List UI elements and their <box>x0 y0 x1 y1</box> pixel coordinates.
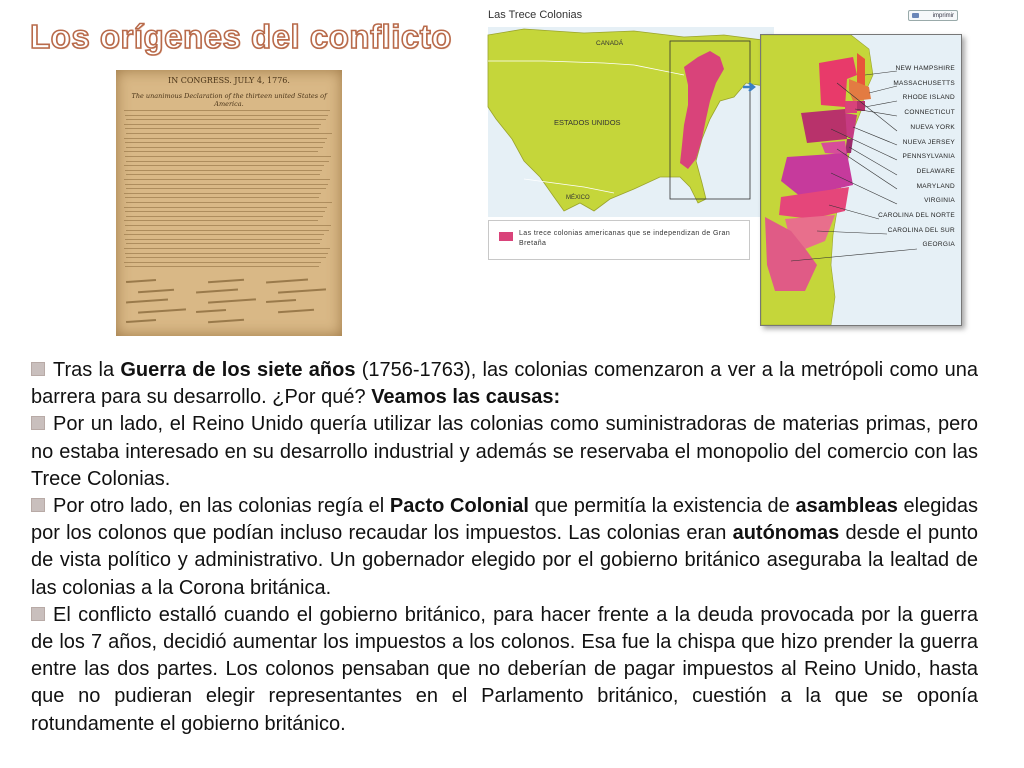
paragraph <box>31 602 978 738</box>
document-text-line <box>126 216 323 217</box>
document-text-line <box>125 225 331 226</box>
bullet-square-icon <box>31 416 45 430</box>
document-text-line <box>126 230 329 231</box>
paragraph-text: desde el punto de vista político y administrativo. Un gobernador elegido por el gobierno británico aseguraba la lealtad de las colonias a la Corona británica. <box>31 522 978 599</box>
signature-stroke <box>266 279 308 283</box>
colony-label: NEW HAMPSHIRE <box>895 65 955 72</box>
signature-stroke <box>138 289 174 293</box>
signature-stroke <box>196 309 226 313</box>
document-subheading: The unanimous Declaration of the thirteen united States of America. <box>131 92 327 108</box>
colony-label: RHODE ISLAND <box>902 94 955 102</box>
document-text-line <box>126 202 332 203</box>
document-text-line <box>126 147 323 148</box>
colonies-zoom-map <box>760 34 962 326</box>
colony-connecticut <box>845 101 857 113</box>
signature-stroke <box>196 289 238 293</box>
document-text-line <box>124 151 318 152</box>
colony-label: CONNECTICUT <box>904 109 955 117</box>
bold-text: asambleas <box>795 495 898 518</box>
colony-label: CAROLINA DEL SUR <box>887 226 955 234</box>
colonies-zoom-svg <box>761 35 961 325</box>
declaration-document-image <box>116 70 342 336</box>
signature-stroke <box>126 299 168 303</box>
label-usa: ESTADOS UNIDOS <box>554 118 621 127</box>
document-text-line <box>125 253 328 254</box>
document-text-line <box>124 110 330 111</box>
signature-stroke <box>278 309 314 313</box>
signature-stroke <box>126 319 156 323</box>
bold-text: Guerra de los siete años <box>120 359 356 381</box>
document-text-line <box>126 133 332 134</box>
bullet-square-icon <box>31 498 45 512</box>
document-text-line <box>125 239 322 240</box>
bold-text: Pacto Colonial <box>389 495 529 518</box>
paragraph <box>31 493 978 602</box>
colony-label: MARYLAND <box>916 182 955 190</box>
document-text-line <box>126 161 329 162</box>
signature-stroke <box>126 279 156 283</box>
document-text-line <box>125 156 331 157</box>
paragraph-text: elegidas por los colonos que podían incluso recaudar los impuestos. Las colonias eran <box>31 495 979 545</box>
document-text-line <box>124 124 321 125</box>
document-text-line <box>124 234 324 235</box>
document-text-line <box>125 128 319 129</box>
signature-stroke <box>278 288 326 293</box>
document-text-line <box>126 174 320 175</box>
document-text-line <box>124 193 321 194</box>
page-title: Los orígenes del conflicto <box>30 18 452 55</box>
paragraph-text: (1756-1763), las colonias comenzaron a ver a la metrópoli como una barrera para su desarrollo. ¿Por qué? <box>31 359 978 409</box>
map-title: Las Trece Colonias <box>488 9 583 21</box>
legend-text: Las trece colonias americanas que se independizan de Gran Bretaña <box>519 230 731 247</box>
document-text-line <box>124 207 327 208</box>
colony-label: GEORGIA <box>922 241 955 249</box>
colony-pennsylvania <box>801 109 847 143</box>
document-text-line <box>124 138 327 139</box>
print-button[interactable] <box>908 10 958 21</box>
colony-label: DELAWARE <box>916 167 955 175</box>
paragraph-text: que permitía la existencia de <box>528 495 796 518</box>
paragraph-text: El conflicto estalló cuando el gobierno británico, para hacer frente a la deuda provocada por la guerra de los 7 años, decidió aumentar los impuestos a los colonos. Esa fue la chispa que hizo prender la guerra entre las dos partes. Los colonos pensaban que no deberían de pagar impuestos al Reino Unido, hasta que no pudieran elegir representantes en el Parlamento británico, cuestión a la que se oponía rotundamente el gobierno británico. <box>31 603 978 735</box>
document-text-line <box>124 220 318 221</box>
document-text-line <box>126 188 326 189</box>
document-text-line <box>125 184 328 185</box>
signature-stroke <box>208 279 244 283</box>
document-text-line <box>125 266 319 267</box>
bullet-square-icon <box>31 362 45 376</box>
colony-label: PENNSYLVANIA <box>902 153 955 161</box>
printer-icon <box>912 13 919 18</box>
bold-text: autónomas <box>732 522 840 545</box>
colony-label: NUEVA YORK <box>910 123 955 131</box>
colony-label: NUEVA JERSEY <box>902 138 955 146</box>
label-mexico: MÉXICO <box>566 195 590 201</box>
bullet-square-icon <box>31 607 45 621</box>
arrow-right-icon <box>742 80 758 94</box>
paragraph <box>31 411 978 493</box>
colony-label: CAROLINA DEL NORTE <box>878 212 955 219</box>
legend-swatch <box>499 232 513 241</box>
paragraph-text: Tras la <box>53 359 121 381</box>
document-text-line <box>125 142 325 143</box>
print-label: imprimir <box>932 13 954 19</box>
document-text-line <box>126 257 326 258</box>
colony-label: VIRGINIA <box>924 197 955 205</box>
paragraph-text: Por un lado, el Reino Unido quería utilizar las colonias como suministradoras de materias primas, pero no estaba interesado en su desarrollo industrial y además se reservaba el monopolio del comercio con las Trece Colonias. <box>31 413 978 490</box>
signature-stroke <box>208 298 256 303</box>
document-text-line <box>125 211 325 212</box>
body-text <box>31 357 978 738</box>
paragraph-text: Por otro lado, en las colonias regía el <box>53 495 390 518</box>
document-text-line <box>124 262 321 263</box>
document-text-line <box>124 165 324 166</box>
document-text-line <box>126 243 320 244</box>
label-canada: CANADÁ <box>596 40 624 47</box>
document-text-line <box>125 115 328 116</box>
document-text-line <box>124 248 330 249</box>
document-heading: IN CONGRESS. JULY 4, 1776. <box>168 76 290 85</box>
map-legend <box>488 220 750 260</box>
colony-label: MASSACHUSETTS <box>893 79 955 87</box>
north-america-map-svg <box>484 27 774 242</box>
paragraph <box>31 357 978 411</box>
signature-stroke <box>208 319 244 323</box>
document-text-line <box>125 170 322 171</box>
document-text-line <box>124 179 330 180</box>
signature-stroke <box>266 299 296 303</box>
signature-stroke <box>138 308 186 313</box>
document-text-line <box>125 197 319 198</box>
bold-text: Veamos las causas: <box>371 386 561 409</box>
document-text-line <box>126 119 326 120</box>
